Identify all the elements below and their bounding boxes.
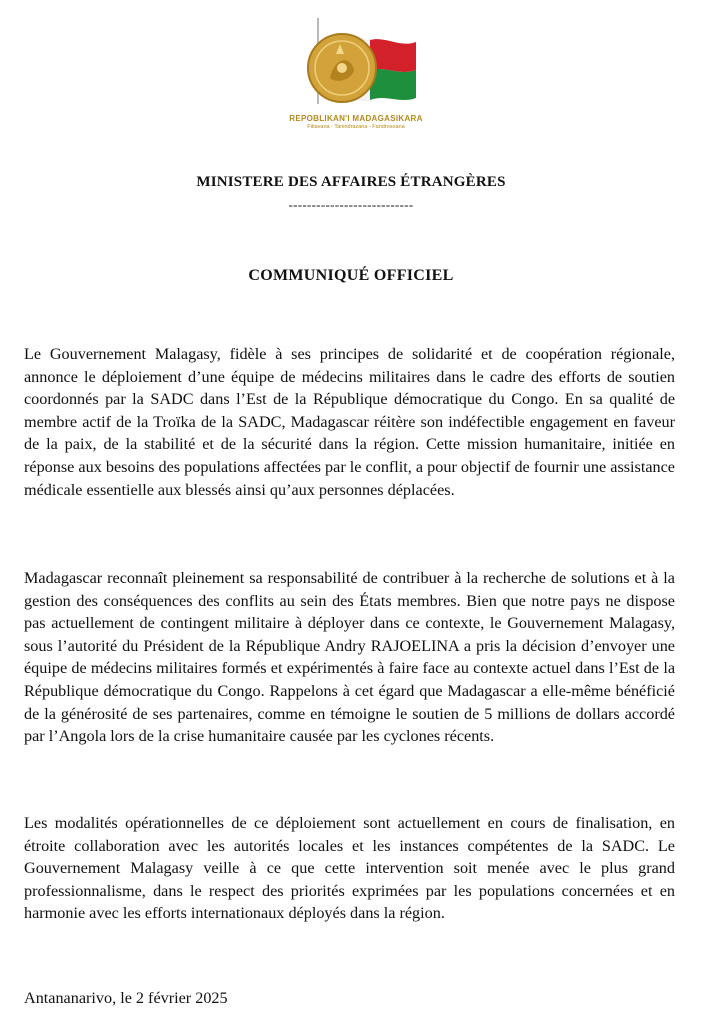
emblem-motto: Fitiavana - Tanindrazana - Fandrosoana — [307, 124, 405, 130]
place-and-date: Antananarivo, le 2 février 2025 — [24, 989, 228, 1007]
body-paragraph-2: Madagascar reconnaît pleinement sa responsabilité de contribuer à la recherche de solutions et à la gestion des conséquences des conflits au sein des États membres. Bien que notre pays ne dispose pas actuellement de contingent militaire à déployer dans ce contexte, le Gouvernement Malagasy, sous l’autorité du Président de la République Andry RAJOELINA a pris la décision d’envoyer une équipe de médecins militaires formés et expérimentés à faire face au contexte actuel dans l’Est de la République démocratique du Congo. Rappelons à cet égard que Madagascar a elle-même bénéficié de la générosité de ses partenaires, comme en témoigne le soutien de 5 millions de dollars accordé par l’Angola lors de la crise humanitaire causée par les cyclones récents. — [24, 569, 675, 746]
body-paragraph-3: Les modalités opérationnelles de ce déploiement sont actuellement en cours de finalisation, en étroite collaboration avec les autorités locales et les instances compétentes de la SADC. Le Gouvernement Malagasy veille à ce que cette intervention soit menée avec le plus grand professionnalisme, dans le respect des priorités exprimées par les populations concernées et en harmonie avec les efforts internationaux déployés dans la région. — [24, 814, 675, 923]
national-emblem — [268, 14, 444, 129]
emblem-title: REPOBLIKAN'I MADAGASIKARA — [289, 114, 423, 123]
heading-separator: --------------------------- — [288, 197, 414, 212]
ministry-heading: MINISTERE DES AFFAIRES ÉTRANGÈRES — [196, 174, 506, 190]
emblem-seal-and-flag-icon — [290, 14, 422, 114]
body-paragraph-1: Le Gouvernement Malagasy, fidèle à ses principes de solidarité et de coopération régionale, annonce le déploiement d’une équipe de médecins militaires dans le cadre des efforts de soutien coordonnés par la SADC dans l’Est de la République démocratique du Congo. En sa qualité de membre actif de la Troïka de la SADC, Madagascar réitère son indéfectible engagement en faveur de la paix, de la stabilité et de la sécurité dans la région. Cette mission humanitaire, initiée en réponse aux besoins des populations affectées par le conflit, a pour objectif de fournir une assistance médicale essentielle aux blessés ainsi qu’aux personnes déplacées. — [24, 345, 675, 499]
flag-green-band — [370, 69, 416, 100]
communique-title: COMMUNIQUÉ OFFICIEL — [248, 267, 454, 284]
